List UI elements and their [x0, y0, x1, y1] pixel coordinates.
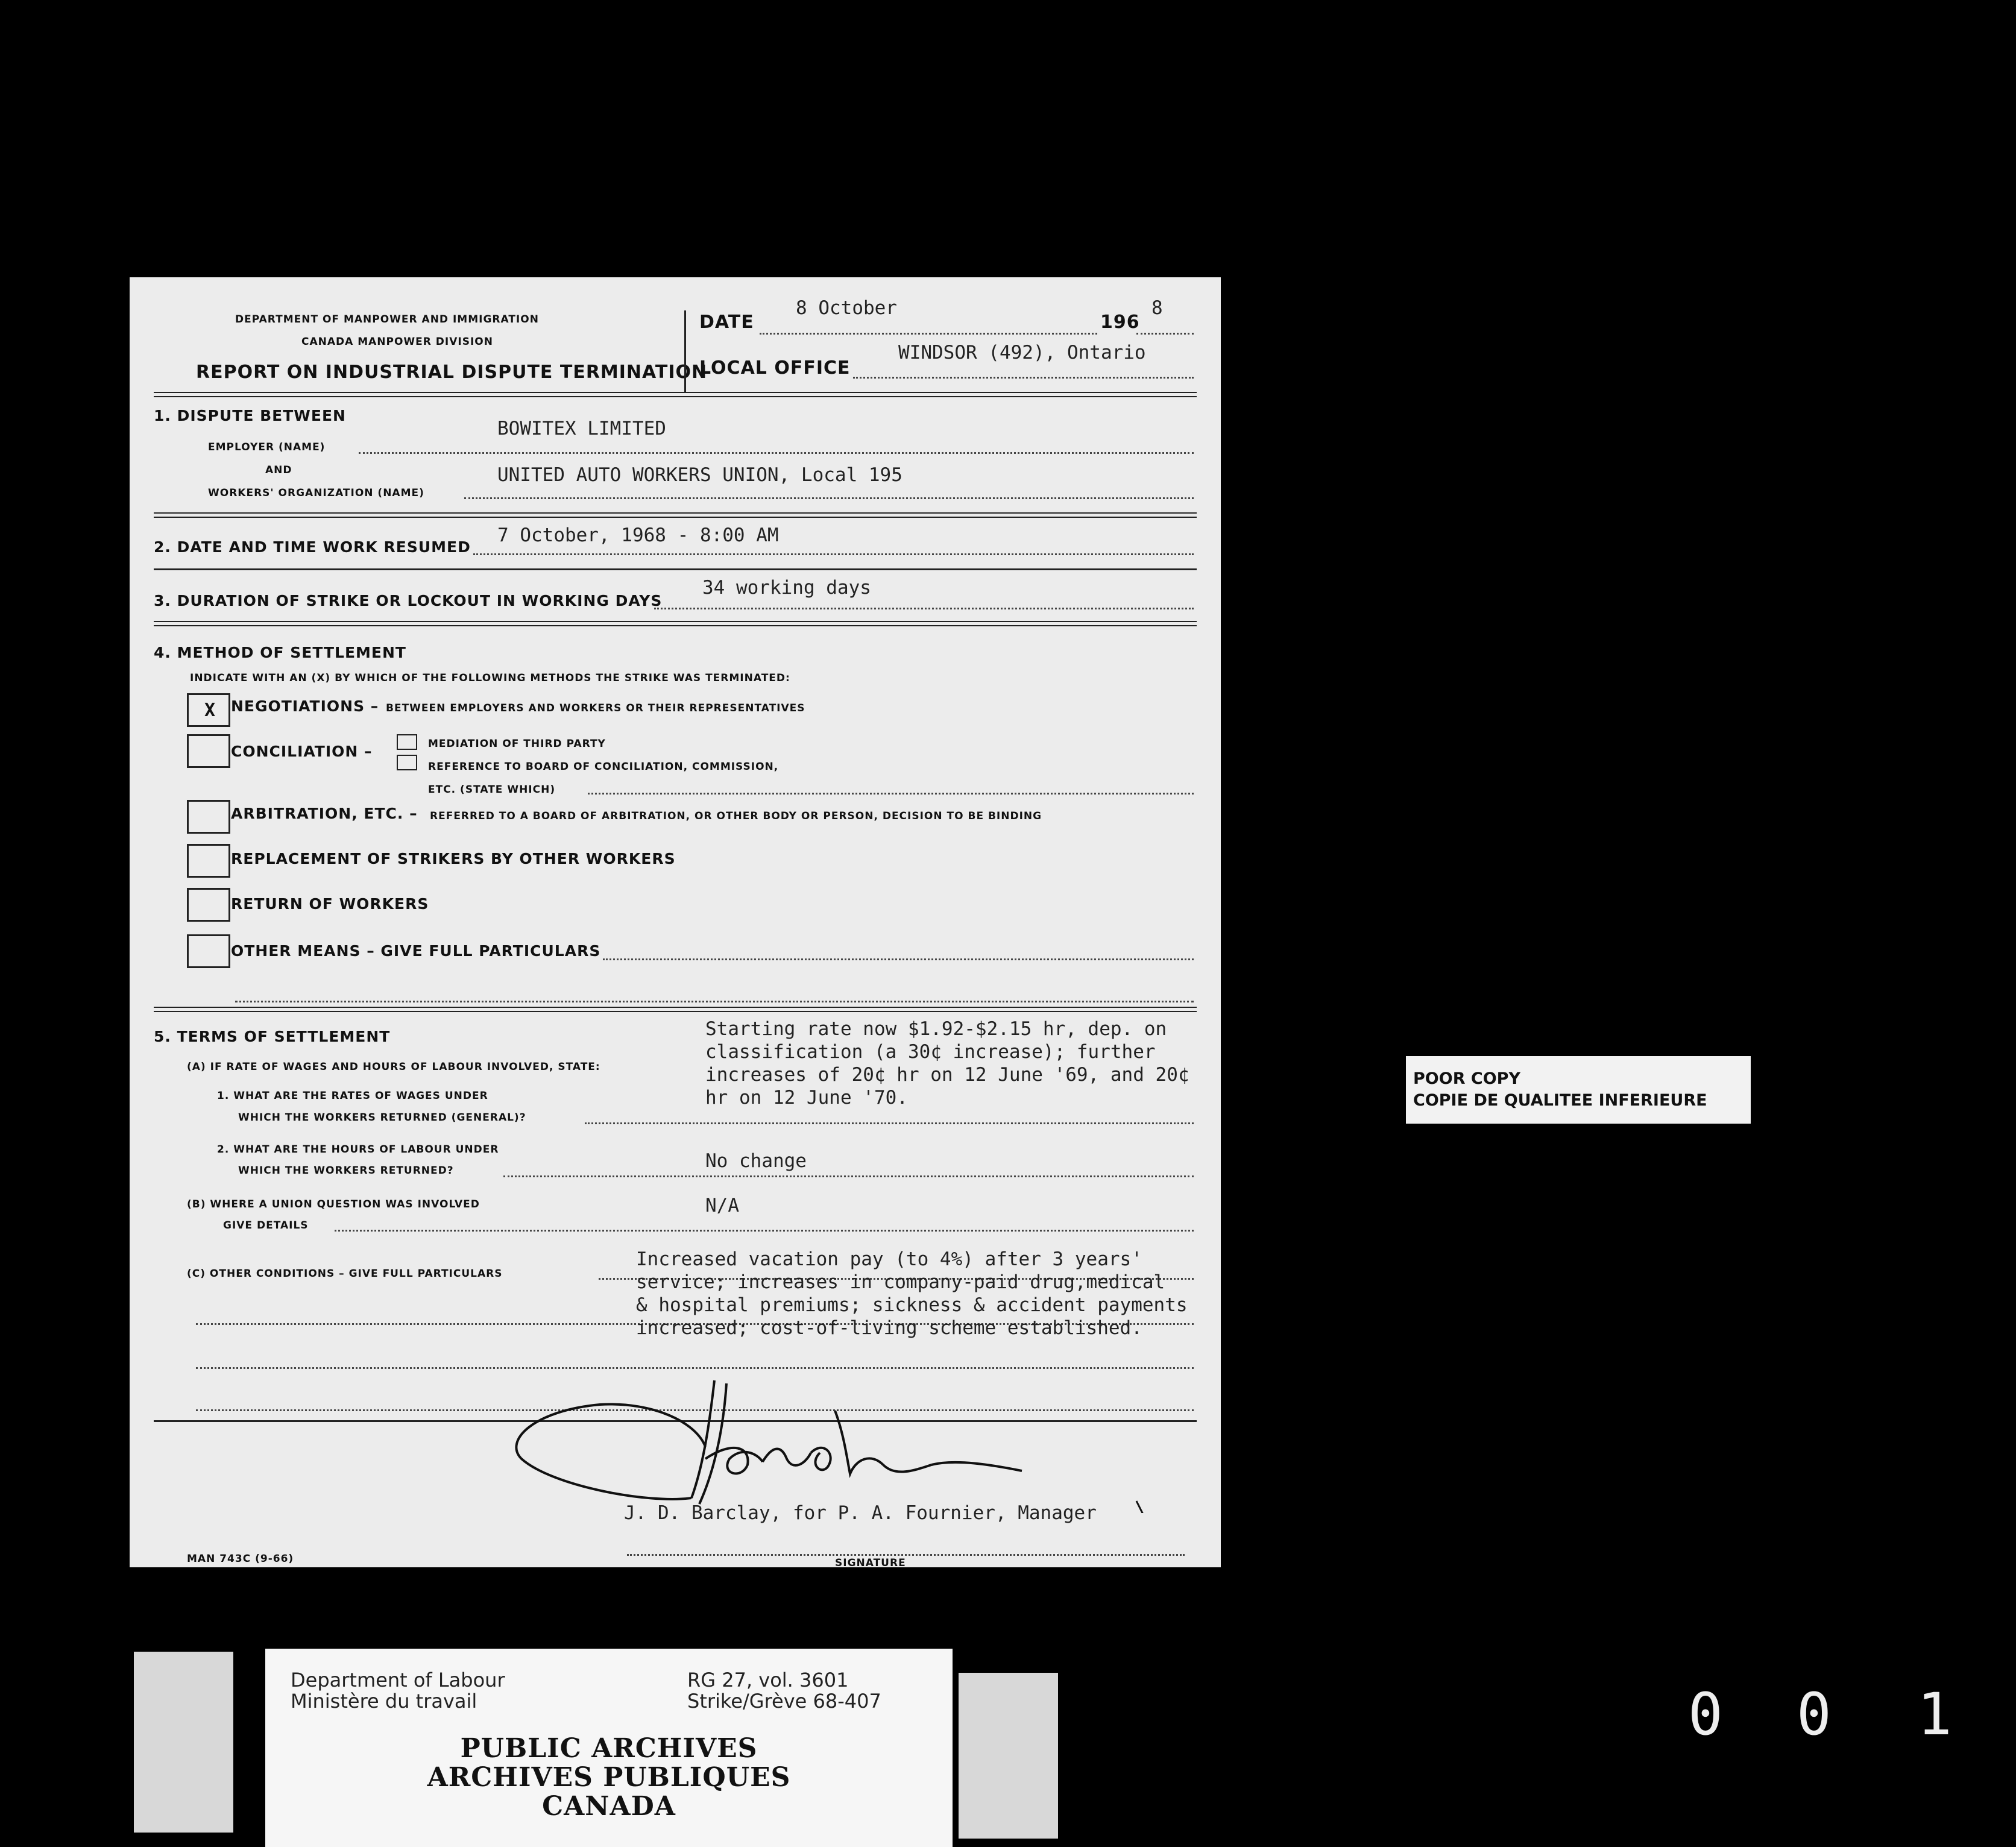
negotiations-checkbox[interactable]: [187, 693, 230, 727]
strike-number: Strike/Grève 68-407: [687, 1690, 881, 1713]
form-title: REPORT ON INDUSTRIAL DISPUTE TERMINATION: [196, 362, 708, 383]
archive-reference: RG 27, vol. 3601: [687, 1669, 849, 1691]
state-which-label: ETC. (STATE WHICH): [428, 784, 556, 796]
local-office-value: WINDSOR (492), Ontario: [898, 342, 1146, 363]
hours-label-2: WHICH THE WORKERS RETURNED?: [238, 1165, 454, 1177]
film-tab-right: [959, 1673, 1058, 1839]
dept-name: DEPARTMENT OF MANPOWER AND IMMIGRATION: [235, 313, 539, 326]
arbitration-desc: REFERRED TO A BOARD OF ARBITRATION, OR OTHER BODY OR PERSON, DECISION TO BE BINDING: [430, 810, 1042, 822]
workers-org-value: UNITED AUTO WORKERS UNION, Local 195: [497, 464, 902, 486]
section-2-label: 2. DATE AND TIME WORK RESUMED: [154, 538, 471, 556]
terms-a-label: (A) IF RATE OF WAGES AND HOURS OF LABOUR INVOLVED, STATE:: [187, 1061, 600, 1073]
other-means-checkbox[interactable]: [187, 934, 230, 968]
return-checkbox[interactable]: [187, 888, 230, 922]
wages-value: Starting rate now $1.92-$2.15 hr, dep. on classification (a 30¢ increase); further increases of 20¢ hr on 12 June '69, and 20¢ hr on 12 June '70.: [705, 1018, 1189, 1109]
form-number: MAN 743C (9-66): [187, 1553, 294, 1565]
hours-label-1: 2. WHAT ARE THE HOURS OF LABOUR UNDER: [217, 1144, 499, 1156]
wages-label-2: WHICH THE WORKERS RETURNED (GENERAL)?: [238, 1112, 526, 1124]
date-value: 8 October: [796, 297, 897, 319]
section-4-instruction: INDICATE WITH AN (X) BY WHICH OF THE FOLLOWING METHODS THE STRIKE WAS TERMINATED:: [190, 672, 790, 684]
signatory-name: J. D. Barclay, for P. A. Fournier, Manager: [624, 1502, 1097, 1524]
work-resumed-value: 7 October, 1968 - 8:00 AM: [497, 524, 779, 546]
and-label: AND: [265, 464, 292, 476]
board-reference-label: REFERENCE TO BOARD OF CONCILIATION, COMMISSION,: [428, 761, 779, 773]
negotiations-label: NEGOTIATIONS –: [231, 697, 379, 715]
conciliation-checkbox[interactable]: [187, 734, 230, 768]
hours-value: No change: [705, 1150, 807, 1172]
replacement-checkbox[interactable]: [187, 844, 230, 878]
workers-org-label: WORKERS' ORGANIZATION (NAME): [208, 487, 424, 499]
return-label: RETURN OF WORKERS: [231, 895, 429, 913]
dept-en: Department of Labour: [291, 1669, 505, 1691]
union-label-2: GIVE DETAILS: [223, 1219, 309, 1232]
replacement-label: REPLACEMENT OF STRIKERS BY OTHER WORKERS: [231, 850, 676, 867]
duration-value: 34 working days: [702, 577, 871, 599]
frame-digit-1: 0: [1688, 1681, 1723, 1748]
header-divider: [684, 310, 686, 392]
employer-value: BOWITEX LIMITED: [497, 418, 666, 439]
section-5-label: 5. TERMS OF SETTLEMENT: [154, 1028, 391, 1045]
section-3-label: 3. DURATION OF STRIKE OR LOCKOUT IN WORKING DAYS: [154, 592, 663, 609]
section-4-label: 4. METHOD OF SETTLEMENT: [154, 644, 406, 661]
other-conditions-value: Increased vacation pay (to 4%) after 3 years' service; increases in company-paid drug,medical & hospital premiums; sickness & accident payments increased; cost-of-living scheme established.: [636, 1248, 1188, 1339]
local-office-label: LOCAL OFFICE: [699, 357, 851, 379]
conciliation-label: CONCILIATION –: [231, 743, 373, 760]
film-tab-left: [134, 1652, 233, 1833]
negotiations-desc: BETWEEN EMPLOYERS AND WORKERS OR THEIR REPRESENTATIVES: [386, 702, 805, 714]
year-prefix: 196: [1100, 312, 1140, 333]
board-reference-checkbox[interactable]: [397, 755, 417, 770]
signature-label: SIGNATURE: [835, 1557, 906, 1569]
poor-copy-fr: COPIE DE QUALITEE INFERIEURE: [1413, 1091, 1707, 1110]
section-1-label: 1. DISPUTE BETWEEN: [154, 407, 346, 424]
archives-en: PUBLIC ARCHIVES: [460, 1733, 758, 1764]
year-suffix: 8: [1151, 297, 1163, 319]
frame-digit-3: 1: [1917, 1681, 1952, 1748]
union-label-1: (B) WHERE A UNION QUESTION WAS INVOLVED: [187, 1198, 480, 1210]
union-value: N/A: [705, 1195, 739, 1216]
frame-digit-2: 0: [1797, 1681, 1832, 1748]
archives-country: CANADA: [542, 1791, 676, 1822]
other-means-label: OTHER MEANS – GIVE FULL PARTICULARS: [231, 942, 601, 960]
other-conditions-label: (C) OTHER CONDITIONS – GIVE FULL PARTICULARS: [187, 1268, 503, 1280]
x-mark: X: [204, 700, 216, 721]
handwritten-signature: [497, 1374, 1154, 1513]
mediation-label: MEDIATION OF THIRD PARTY: [428, 738, 606, 750]
archives-fr: ARCHIVES PUBLIQUES: [427, 1762, 791, 1793]
poor-copy-en: POOR COPY: [1413, 1069, 1520, 1088]
dispute-termination-form: [130, 277, 1221, 1567]
date-label: DATE: [699, 312, 754, 333]
dept-fr: Ministère du travail: [291, 1690, 477, 1713]
poor-copy-stamp: [1406, 1056, 1751, 1124]
wages-label-1: 1. WHAT ARE THE RATES OF WAGES UNDER: [217, 1090, 488, 1102]
division-name: CANADA MANPOWER DIVISION: [301, 336, 493, 348]
arbitration-label: ARBITRATION, ETC. –: [231, 805, 418, 822]
mediation-checkbox[interactable]: [397, 734, 417, 750]
employer-label: EMPLOYER (NAME): [208, 441, 326, 453]
arbitration-checkbox[interactable]: [187, 800, 230, 834]
archive-label: [265, 1649, 953, 1847]
